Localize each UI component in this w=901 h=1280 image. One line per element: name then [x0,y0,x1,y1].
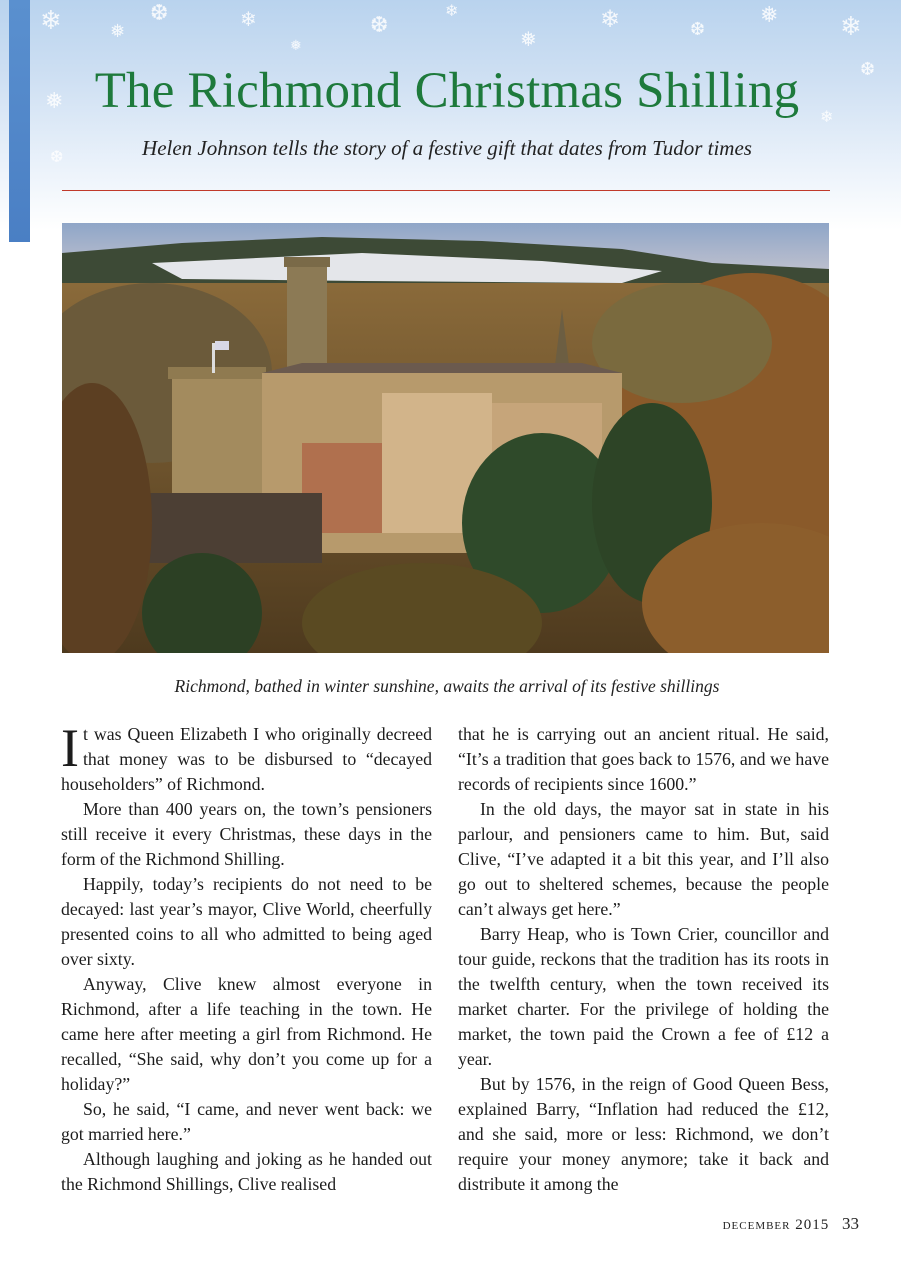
body-paragraph: Happily, today’s recipients do not need to be decayed: last year’s mayor, Clive World, cheerfully presented coins to all who admitted to being aged over sixty. [61,874,432,969]
body-paragraph: Anyway, Clive knew almost everyone in Richmond, after a life teaching in the town. He came here after meeting a girl from Richmond. He recalled, “She said, why don’t you come up for a holiday?” [61,974,432,1094]
snowflake-icon: ❅ [760,2,779,27]
snowflake-icon: ❄ [840,12,862,41]
body-paragraph: Although laughing and joking as he handed out the Richmond Shillings, Clive realised [61,1149,432,1194]
snowflake-icon: ❆ [150,0,169,25]
body-paragraph-continued: that he is carrying out an ancient ritual. He said, “It’s a tradition that goes back to 1576, and we have records of recipients since 1600.” [458,724,829,794]
snowflake-icon: ❅ [45,88,64,113]
snowflake-icon: ❄ [240,9,257,31]
opening-paragraph: It was Queen Elizabeth I who originally decreed that money was to be disbursed to “decayed householders” of Richmond. [61,718,432,794]
snowflake-icon: ❆ [690,19,706,39]
snowflake-icon: ❄ [445,3,459,20]
body-paragraph: More than 400 years on, the town’s pensioners still receive it every Christmas, these days in the form of the Richmond Shilling. [61,799,432,869]
drop-cap: I [61,718,79,778]
page-number: 33 [842,1214,859,1233]
body-paragraph: In the old days, the mayor sat in state in his parlour, and pensioners came to him. But, said Clive, “I’ve adapted it a bit this year, and I’ll also go out to sheltered schemes, because the people can’t always get here.” [458,799,829,919]
body-paragraph: So, he said, “I came, and never went back: we got married here.” [61,1099,432,1144]
snowflake-icon: ❅ [520,29,537,51]
snowflake-icon: ❄ [40,6,62,35]
snowflake-icon: ❆ [50,149,64,166]
snowflake-icon: ❅ [110,21,126,41]
accent-bar [9,0,30,242]
snowflake-icon: ❄ [820,109,834,126]
photo-caption: Richmond, bathed in winter sunshine, awaits the arrival of its festive shillings [174,676,720,696]
title-divider [62,190,830,191]
article-subtitle: Helen Johnson tells the story of a festive gift that dates from Tudor times [142,136,752,160]
article-column-right [458,722,829,1197]
article-column-left [61,718,432,1197]
richmond-town-photo [62,223,829,653]
body-paragraph: Barry Heap, who is Town Crier, councillor and tour guide, reckons that the tradition has its roots in the twelfth century, when the town received its market charter. For the privilege of holding the market, the town paid the Crown a fee of £12 a year. [458,924,829,1069]
article-title: The Richmond Christmas Shilling [94,63,800,119]
body-paragraph: But by 1576, in the reign of Good Queen Bess, explained Barry, “Inflation had reduced the £12, and she said, more or less: Richmond, we don’t require your money anymore; take it back and distribute it among the [458,1074,829,1194]
snowflake-icon: ❅ [290,39,302,54]
snowflake-icon: ❆ [860,59,876,79]
snowflake-icon: ❄ [600,7,621,33]
issue-date: december 2015 [722,1217,830,1233]
snowflake-icon: ❆ [370,12,389,37]
page-footer [723,1214,859,1234]
